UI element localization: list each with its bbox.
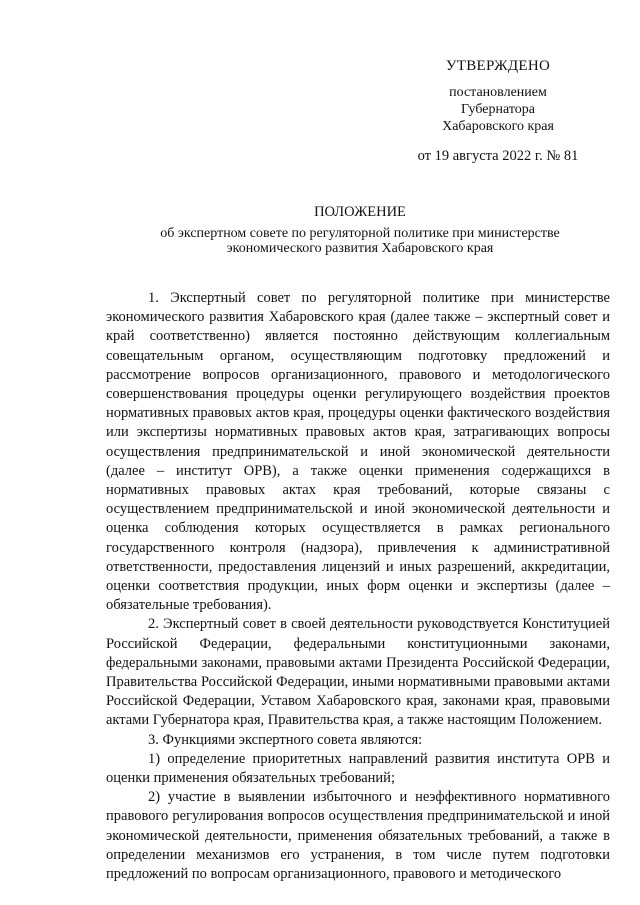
document-subtitle-line-1: об экспертном совете по регуляторной политике при министерстве bbox=[160, 226, 560, 241]
approval-title: УТВЕРЖДЕНО bbox=[445, 58, 551, 74]
paragraph-5: 2) участие в выявлении избыточного и неэффективного нормативного правового регулирования вопросов осуществления предпринимательской и иной экономической деятельности, применения обязательных требований, а также в определении механизмов его устранения, в том числе путем подготовки предложений по вопросам организационного, правового и методического bbox=[106, 789, 610, 883]
paragraph-3: 3. Функциями экспертного совета являются: bbox=[148, 731, 423, 748]
paragraph-2: 2. Экспертный совет в своей деятельности руководствуется Конституцией Российской Федерации, федеральными конституционными законами, федеральными законами, правовыми актами Президента Российской Федерации, Правительства Российской Федерации, иными нормативными правовыми актами Российской Федерации, Уставом Хабаровского края, законами края, правовыми актами Губернатора края, Правительства края, а также настоящим Положением. bbox=[106, 616, 610, 729]
document-subtitle-line-2: экономического развития Хабаровского края bbox=[226, 241, 494, 256]
approval-line-3: Хабаровского края bbox=[442, 119, 554, 134]
approval-line-2: Губернатора bbox=[460, 102, 536, 117]
approval-stamp bbox=[408, 58, 588, 165]
document-body bbox=[106, 289, 610, 884]
approval-line-1: постановлением bbox=[449, 85, 547, 100]
paragraph-1: 1. Экспертный совет по регуляторной политике при министерстве экономического развития Хабаровского края (далее также – экспертный совет и край соответственно) является постоянно действующим коллегиальным совещательным органом, осуществляющим подготовку предложений и рассмотрение вопросов организационного, правового и методологического совершенствования процедуры оценки регулирующего воздействия проектов нормативных правовых актов края, процедуры оценки фактического воздействия или экспертизы нормативных правовых актов края, затрагивающих вопросы осуществления предпринимательской и иной экономической деятельности (далее – институт ОРВ), а также оценки применения содержащихся в нормативных правовых актах края требований, которые связаны с осуществлением предпринимательской и иной экономической деятельности и оценка соблюдения которых осуществляется в рамках регионального государственного контроля (надзора), привлечения к административной ответственности, предоставления лицензий и иных разрешений, аккредитации, оценки соответствия продукции, иных форм оценки и экспертизы (далее – обязательные требования). bbox=[106, 290, 610, 614]
document-heading bbox=[100, 205, 620, 256]
approval-date: от 19 августа 2022 г. № 81 bbox=[417, 148, 579, 164]
document-title: ПОЛОЖЕНИЕ bbox=[314, 204, 406, 220]
paragraph-4: 1) определение приоритетных направлений развития института ОРВ и оценки применения обязательных требований; bbox=[106, 750, 610, 787]
